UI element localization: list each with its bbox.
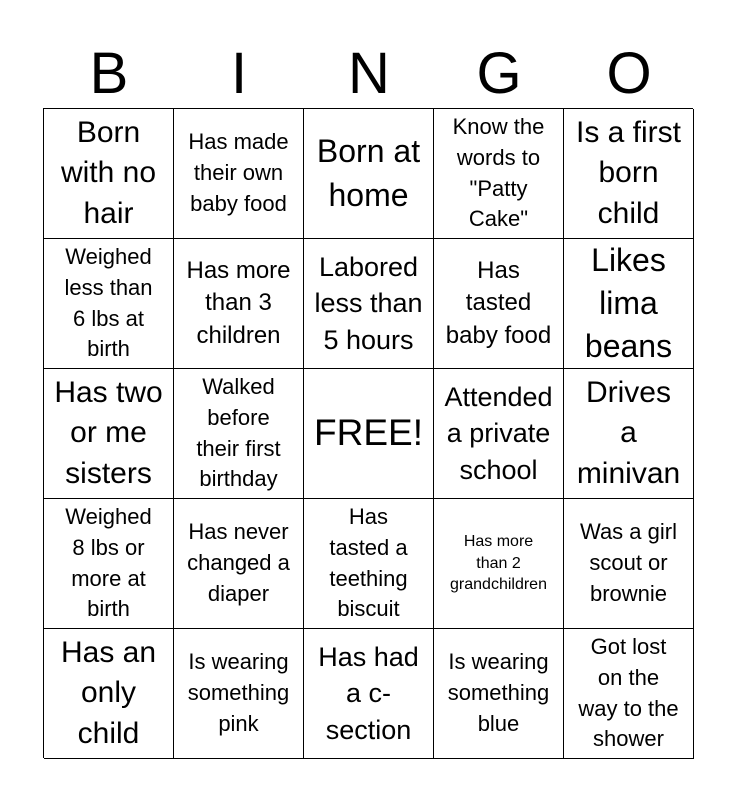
cell-text: Labored less than 5 hours (314, 251, 423, 355)
bingo-cell[interactable] (304, 499, 434, 629)
header-letter-g: G (476, 41, 522, 106)
cell-text: Has never changed a diaper (187, 519, 290, 606)
bingo-header (44, 40, 694, 108)
header-letter-i: I (230, 41, 248, 106)
cell-text: Attended a private school (444, 381, 553, 485)
bingo-cell[interactable] (174, 499, 304, 629)
bingo-cell[interactable] (44, 629, 174, 759)
cell-text: Weighed 8 lbs or more at birth (65, 503, 152, 622)
header-letter-b: B (89, 41, 129, 106)
bingo-cell[interactable] (304, 239, 434, 369)
bingo-cell[interactable] (564, 499, 694, 629)
cell-text: Is a first born child (575, 115, 681, 230)
bingo-cell[interactable] (44, 499, 174, 629)
cell-text: Has more than 3 children (186, 256, 291, 349)
bingo-cell[interactable] (44, 369, 174, 499)
free-space-cell[interactable] (304, 369, 434, 499)
cell-text: Walked before their first birthday (196, 373, 281, 492)
cell-text: Born with no hair (60, 115, 157, 230)
header-letter-o: O (606, 41, 652, 106)
cell-text: Is wearing something pink (187, 649, 290, 736)
bingo-cell[interactable] (174, 629, 304, 759)
bingo-cell[interactable] (564, 629, 694, 759)
cell-text: Got lost on the way to the shower (578, 633, 679, 752)
cell-text: Has more than 2 grandchildren (450, 533, 547, 594)
cell-text: Know the words to "Patty Cake" (452, 113, 545, 232)
bingo-card (43, 108, 693, 758)
cell-text: Born at home (316, 133, 421, 213)
cell-text: Has tasted a teething biscuit (329, 503, 408, 622)
bingo-cell[interactable] (304, 109, 434, 239)
cell-text: Likes lima beans (584, 241, 673, 365)
cell-text: Has tasted baby food (445, 256, 552, 349)
bingo-cell[interactable] (44, 109, 174, 239)
bingo-cell[interactable] (304, 629, 434, 759)
bingo-cell[interactable] (564, 239, 694, 369)
cell-text: Is wearing something blue (447, 649, 550, 736)
cell-text: Was a girl scout or brownie (580, 519, 677, 606)
cell-text: Weighed less than 6 lbs at birth (64, 243, 153, 362)
cell-text: Has had a c- section (318, 641, 419, 745)
bingo-cell[interactable] (434, 629, 564, 759)
cell-text: Drives a minivan (576, 375, 681, 490)
bingo-cell[interactable] (44, 239, 174, 369)
bingo-cell[interactable] (564, 369, 694, 499)
bingo-cell[interactable] (434, 499, 564, 629)
bingo-cell[interactable] (174, 239, 304, 369)
bingo-cell[interactable] (434, 239, 564, 369)
free-space-text: FREE! (314, 412, 423, 454)
cell-text: Has two or me sisters (54, 375, 163, 490)
cell-text: Has made their own baby food (188, 129, 289, 216)
bingo-cell[interactable] (434, 109, 564, 239)
bingo-cell[interactable] (174, 369, 304, 499)
header-letter-n: N (348, 41, 390, 106)
bingo-cell[interactable] (434, 369, 564, 499)
bingo-cell[interactable] (564, 109, 694, 239)
bingo-cell[interactable] (174, 109, 304, 239)
cell-text: Has an only child (60, 635, 157, 750)
